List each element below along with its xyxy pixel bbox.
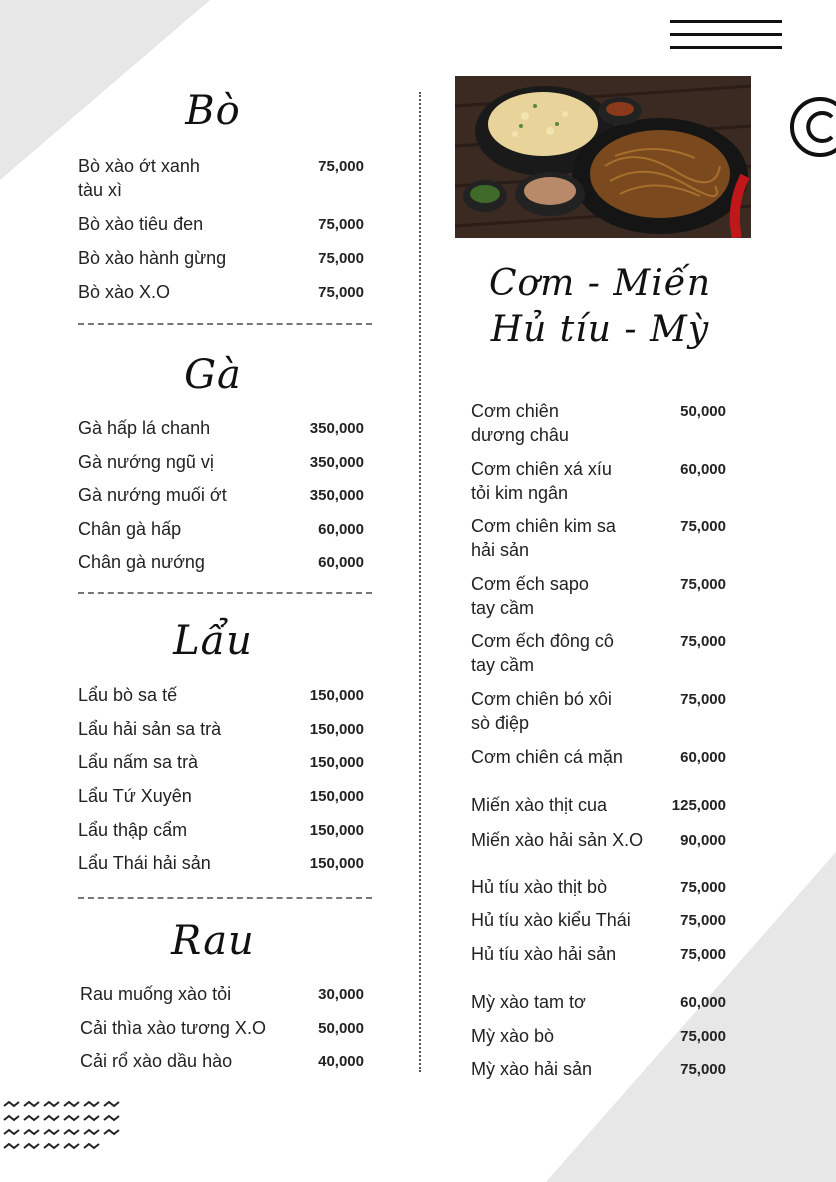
menu-item bbox=[471, 942, 726, 990]
menu-item-name: Lẩu hải sản sa trà bbox=[78, 719, 222, 739]
menu-item bbox=[471, 629, 726, 677]
section-title-rau: Rau bbox=[171, 918, 255, 964]
section-separator bbox=[78, 897, 372, 899]
menu-item bbox=[471, 828, 726, 876]
ring-logo-icon bbox=[788, 95, 836, 159]
menu-item-price: 75,000 bbox=[680, 691, 726, 708]
menu-item-price: 60,000 bbox=[680, 461, 726, 478]
section-title-com-line2: Hủ tíu - Mỳ bbox=[490, 309, 710, 350]
menu-item bbox=[471, 1057, 726, 1105]
menu-item-price: 75,000 bbox=[680, 1061, 726, 1078]
menu-item bbox=[78, 280, 364, 328]
menu-item-name: Lẩu thập cẩm bbox=[78, 820, 188, 840]
menu-item bbox=[78, 550, 364, 598]
menu-item-price: 75,000 bbox=[680, 633, 726, 650]
menu-item-name: Lẩu nấm sa trà bbox=[78, 752, 199, 772]
menu-item-name: Cơm chiên kim sa hải sản bbox=[471, 516, 616, 560]
menu-item-name: Gà nướng ngũ vị bbox=[78, 452, 214, 472]
menu-item bbox=[471, 745, 726, 793]
menu-item-price: 75,000 bbox=[680, 1028, 726, 1045]
menu-item-price: 90,000 bbox=[680, 832, 726, 849]
section-ga bbox=[78, 352, 364, 398]
menu-item-name: Bò xào X.O bbox=[78, 282, 171, 302]
menu-item-name: Miến xào hải sản X.O bbox=[471, 830, 644, 850]
section-title-ga: Gà bbox=[184, 352, 242, 398]
menu-item-name: Chân gà nướng bbox=[78, 552, 205, 572]
menu-item-name: Mỳ xào tam tơ bbox=[471, 992, 586, 1012]
menu-item-name: Lẩu Thái hải sản bbox=[78, 853, 211, 873]
menu-item-price: 75,000 bbox=[680, 879, 726, 896]
menu-item-price: 75,000 bbox=[680, 946, 726, 963]
menu-item-price: 150,000 bbox=[309, 721, 364, 738]
menu-item-price: 75,000 bbox=[680, 576, 726, 593]
menu-item-price: 350,000 bbox=[309, 454, 364, 471]
section-title-com-line1: Cơm - Miến bbox=[488, 263, 712, 304]
menu-item-name: Gà hấp lá chanh bbox=[78, 418, 211, 438]
menu-item-price: 50,000 bbox=[680, 403, 726, 420]
menu-item-price: 60,000 bbox=[680, 749, 726, 766]
section-bo bbox=[78, 88, 364, 134]
menu-item-name: Hủ tíu xào thịt bò bbox=[471, 877, 608, 897]
food-photo bbox=[455, 76, 751, 238]
menu-item-price: 30,000 bbox=[318, 986, 364, 1003]
menu-item-name: Hủ tíu xào hải sản bbox=[471, 944, 617, 964]
menu-item-price: 60,000 bbox=[680, 994, 726, 1011]
menu-item-name: Cơm chiên cá mặn bbox=[471, 747, 623, 767]
section-lau bbox=[78, 618, 364, 664]
section-title-bo: Bò bbox=[185, 88, 241, 134]
menu-item-name: Cơm ếch đông cô tay cầm bbox=[471, 631, 614, 675]
menu-item-price: 75,000 bbox=[318, 250, 364, 267]
menu-item-name: Lẩu Tứ Xuyên bbox=[78, 786, 192, 806]
menu-item-name: Lẩu bò sa tế bbox=[78, 685, 178, 705]
menu-item-price: 125,000 bbox=[671, 797, 726, 814]
menu-item-name: Hủ tíu xào kiểu Thái bbox=[471, 910, 631, 930]
zigzag-pattern-decoration bbox=[2, 1100, 132, 1160]
menu-item-name: Cơm chiên bó xôi sò điệp bbox=[471, 689, 612, 733]
menu-item-price: 40,000 bbox=[318, 1053, 364, 1070]
section-rau bbox=[78, 918, 364, 964]
menu-item-price: 350,000 bbox=[309, 487, 364, 504]
menu-item-price: 150,000 bbox=[309, 855, 364, 872]
menu-item-name: Bò xào tiêu đen bbox=[78, 214, 204, 234]
menu-item-name: Miến xào thịt cua bbox=[471, 795, 608, 815]
menu-item bbox=[78, 154, 364, 202]
menu-item-name: Cải thìa xào tương X.O bbox=[80, 1018, 266, 1038]
section-separator bbox=[78, 323, 372, 325]
menu-item-name: Cơm chiên xá xíu tỏi kim ngân bbox=[471, 459, 612, 503]
menu-item-price: 60,000 bbox=[318, 554, 364, 571]
menu-item-price: 50,000 bbox=[318, 1020, 364, 1037]
menu-item-name: Cơm chiên dương châu bbox=[471, 401, 569, 445]
menu-item-name: Mỳ xào hải sản bbox=[471, 1059, 593, 1079]
menu-item-price: 75,000 bbox=[680, 912, 726, 929]
menu-item-name: Bò xào hành gừng bbox=[78, 248, 227, 268]
menu-item bbox=[471, 399, 726, 447]
hamburger-icon[interactable] bbox=[670, 20, 782, 54]
menu-item-name: Chân gà hấp bbox=[78, 519, 182, 539]
menu-item bbox=[471, 457, 726, 505]
menu-item bbox=[471, 514, 726, 562]
menu-item-price: 150,000 bbox=[309, 754, 364, 771]
menu-item bbox=[471, 687, 726, 735]
menu-item-price: 150,000 bbox=[309, 788, 364, 805]
column-divider bbox=[419, 92, 421, 1072]
menu-item-name: Bò xào ớt xanh tàu xì bbox=[78, 156, 200, 200]
menu-item bbox=[78, 851, 364, 899]
menu-item-price: 350,000 bbox=[309, 420, 364, 437]
menu-item-price: 150,000 bbox=[309, 822, 364, 839]
menu-item-price: 60,000 bbox=[318, 521, 364, 538]
menu-item-price: 75,000 bbox=[680, 518, 726, 535]
menu-item-name: Gà nướng muối ớt bbox=[78, 485, 227, 505]
menu-item-name: Mỳ xào bò bbox=[471, 1026, 555, 1046]
section-com bbox=[470, 262, 730, 354]
menu-item bbox=[471, 572, 726, 620]
menu-item-price: 75,000 bbox=[318, 284, 364, 301]
menu-item-price: 75,000 bbox=[318, 216, 364, 233]
menu-item bbox=[80, 1049, 364, 1097]
section-title-lau: Lẩu bbox=[173, 618, 253, 664]
section-separator bbox=[78, 592, 372, 594]
menu-item-name: Rau muống xào tỏi bbox=[80, 984, 232, 1004]
menu-item-price: 150,000 bbox=[309, 687, 364, 704]
menu-item-name: Cải rổ xào dầu hào bbox=[80, 1051, 233, 1071]
menu-item-name: Cơm ếch sapo tay cầm bbox=[471, 574, 589, 618]
menu-item-price: 75,000 bbox=[318, 158, 364, 175]
